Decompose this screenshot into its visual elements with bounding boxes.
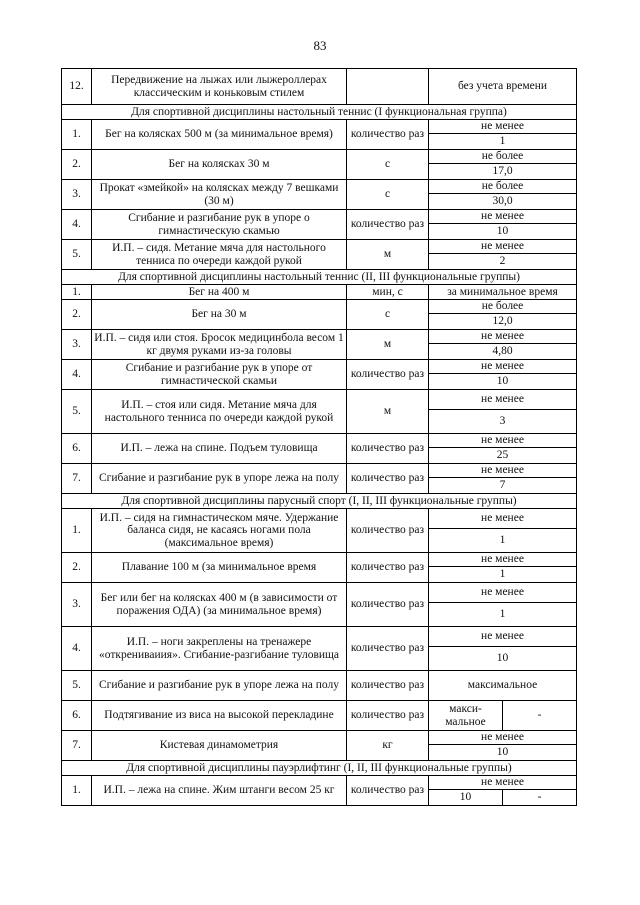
section-header <box>62 270 577 285</box>
test-name: И.П. – ноги закреплены на тренажере «открениваиия». Сгибание-разгибание туловища <box>92 627 347 671</box>
test-name: И.П. – сидя. Метание мяча для настольного тенниса по очереди каждой рукой <box>92 240 347 270</box>
table-row <box>62 434 577 448</box>
section-header <box>62 105 577 120</box>
row-number: 6. <box>62 434 92 464</box>
row-number: 5. <box>62 671 92 701</box>
norm-value: 2 <box>429 254 577 270</box>
table-row <box>62 731 577 745</box>
unit: количество раз <box>347 553 429 583</box>
unit: м <box>347 390 429 434</box>
unit: количество раз <box>347 583 429 627</box>
page-number: 83 <box>313 38 327 53</box>
norm-value: 3 <box>429 410 577 434</box>
row-number: 12. <box>62 69 92 105</box>
table-row <box>62 300 577 314</box>
norm-value: 10 <box>429 224 577 240</box>
norms-table <box>61 68 577 806</box>
norm-value: 17,0 <box>429 164 577 180</box>
norm-value: 10 <box>429 745 577 761</box>
norm-value-alt: - <box>503 701 577 731</box>
table-row <box>62 583 577 603</box>
table-row <box>62 671 577 701</box>
test-name: Сгибание и разгибание рук в упоре о гимнастическую скамью <box>92 210 347 240</box>
test-name: Передвижение на лыжах или лыжероллерах классическим и коньковым стилем <box>92 69 347 105</box>
row-number: 4. <box>62 210 92 240</box>
norm-value: 30,0 <box>429 194 577 210</box>
test-name: И.П. – лежа на спине. Жим штанги весом 25 кг <box>92 776 347 806</box>
section-title: Для спортивной дисциплины настольный теннис (II, III функциональные группы) <box>62 270 577 285</box>
test-name: И.П. – сидя на гимнастическом мяче. Удержание баланса сидя, не касаясь ногами пола (максимальное время) <box>92 509 347 553</box>
row-number: 3. <box>62 330 92 360</box>
row-number: 2. <box>62 553 92 583</box>
row-number: 7. <box>62 731 92 761</box>
row-number: 2. <box>62 150 92 180</box>
test-name: И.П. – лежа на спине. Подъем туловища <box>92 434 347 464</box>
table-row <box>62 627 577 647</box>
condition-label: не менее <box>429 330 577 344</box>
unit: количество раз <box>347 434 429 464</box>
unit: количество раз <box>347 701 429 731</box>
test-name: Бег на колясках 500 м (за минимальное время) <box>92 120 347 150</box>
section-title: Для спортивной дисциплины пауэрлифтинг (I, II, III функциональные группы) <box>62 761 577 776</box>
norm-value: максимальное <box>429 671 577 701</box>
test-name: Бег на 400 м <box>92 285 347 300</box>
test-name: Кистевая динамометрия <box>92 731 347 761</box>
unit: с <box>347 150 429 180</box>
unit: количество раз <box>347 509 429 553</box>
norm-value: 10 <box>429 647 577 671</box>
condition-label: не менее <box>429 120 577 134</box>
condition-label: не менее <box>429 390 577 410</box>
test-name: Плавание 100 м (за минимальное время <box>92 553 347 583</box>
norm-value: 7 <box>429 478 577 494</box>
test-name: Бег на колясках 30 м <box>92 150 347 180</box>
test-name: И.П. – сидя или стоя. Бросок медицинбола весом 1 кг двумя руками из-за головы <box>92 330 347 360</box>
unit: с <box>347 300 429 330</box>
unit: количество раз <box>347 210 429 240</box>
condition-label: не менее <box>429 210 577 224</box>
norm-value: 1 <box>429 529 577 553</box>
table-row <box>62 69 577 105</box>
test-name: И.П. – стоя или сидя. Метание мяча для настольного тенниса по очереди каждой рукой <box>92 390 347 434</box>
table-row <box>62 776 577 790</box>
row-number: 5. <box>62 240 92 270</box>
condition-label: не менее <box>429 509 577 529</box>
table-row <box>62 120 577 134</box>
condition-label: не менее <box>429 434 577 448</box>
row-number: 1. <box>62 509 92 553</box>
row-number: 3. <box>62 583 92 627</box>
condition-label: не менее <box>429 627 577 647</box>
table-row <box>62 285 577 300</box>
table-row <box>62 210 577 224</box>
condition-label: не менее <box>429 731 577 745</box>
condition-label: не более <box>429 300 577 314</box>
norm-value: 1 <box>429 567 577 583</box>
condition-label: не менее <box>429 360 577 374</box>
norm-value: 4,80 <box>429 344 577 360</box>
table-row <box>62 464 577 478</box>
unit: количество раз <box>347 776 429 806</box>
row-number: 7. <box>62 464 92 494</box>
section-header <box>62 494 577 509</box>
norm-value: 1 <box>429 134 577 150</box>
condition-label: не менее <box>429 583 577 603</box>
unit: с <box>347 180 429 210</box>
unit: м <box>347 240 429 270</box>
unit: количество раз <box>347 671 429 701</box>
unit: м <box>347 330 429 360</box>
row-number: 6. <box>62 701 92 731</box>
norm-value: макси-мальное <box>429 701 503 731</box>
norm-value: 10 <box>429 790 503 806</box>
test-name: Бег на 30 м <box>92 300 347 330</box>
row-number: 4. <box>62 360 92 390</box>
unit: количество раз <box>347 627 429 671</box>
row-number: 5. <box>62 390 92 434</box>
table-row <box>62 150 577 164</box>
unit: количество раз <box>347 120 429 150</box>
table-row <box>62 390 577 410</box>
unit: мин, с <box>347 285 429 300</box>
condition-label: не менее <box>429 553 577 567</box>
unit <box>347 69 429 105</box>
unit: кг <box>347 731 429 761</box>
norm-value: без учета времени <box>429 69 577 105</box>
condition-label: не менее <box>429 240 577 254</box>
table-row <box>62 509 577 529</box>
row-number: 1. <box>62 120 92 150</box>
row-number: 4. <box>62 627 92 671</box>
norm-value: 1 <box>429 603 577 627</box>
test-name: Подтягивание из виса на высокой перекладине <box>92 701 347 731</box>
section-title: Для спортивной дисциплины настольный теннис (I функциональная группа) <box>62 105 577 120</box>
condition-label: не менее <box>429 464 577 478</box>
test-name: Прокат «змейкой» на колясках между 7 вешками (30 м) <box>92 180 347 210</box>
unit: количество раз <box>347 464 429 494</box>
test-name: Сгибание и разгибание рук в упоре лежа на полу <box>92 671 347 701</box>
row-number: 1. <box>62 776 92 806</box>
test-name: Бег или бег на колясках 400 м (в зависимости от поражения ОДА) (за минимальное время) <box>92 583 347 627</box>
table-row <box>62 553 577 567</box>
section-header <box>62 761 577 776</box>
norm-value-alt: - <box>503 790 577 806</box>
section-title: Для спортивной дисциплины парусный спорт (I, II, III функциональные группы) <box>62 494 577 509</box>
table-row <box>62 360 577 374</box>
norm-value: 25 <box>429 448 577 464</box>
table-row <box>62 180 577 194</box>
condition-label: не менее <box>429 776 577 790</box>
table-row <box>62 701 577 731</box>
norm-value: за минимальное время <box>429 285 577 300</box>
table-row <box>62 240 577 254</box>
norm-value: 12,0 <box>429 314 577 330</box>
table-row <box>62 330 577 344</box>
row-number: 2. <box>62 300 92 330</box>
test-name: Сгибание и разгибание рук в упоре от гимнастической скамьи <box>92 360 347 390</box>
condition-label: не более <box>429 180 577 194</box>
condition-label: не более <box>429 150 577 164</box>
row-number: 1. <box>62 285 92 300</box>
unit: количество раз <box>347 360 429 390</box>
row-number: 3. <box>62 180 92 210</box>
test-name: Сгибание и разгибание рук в упоре лежа на полу <box>92 464 347 494</box>
norm-value: 10 <box>429 374 577 390</box>
